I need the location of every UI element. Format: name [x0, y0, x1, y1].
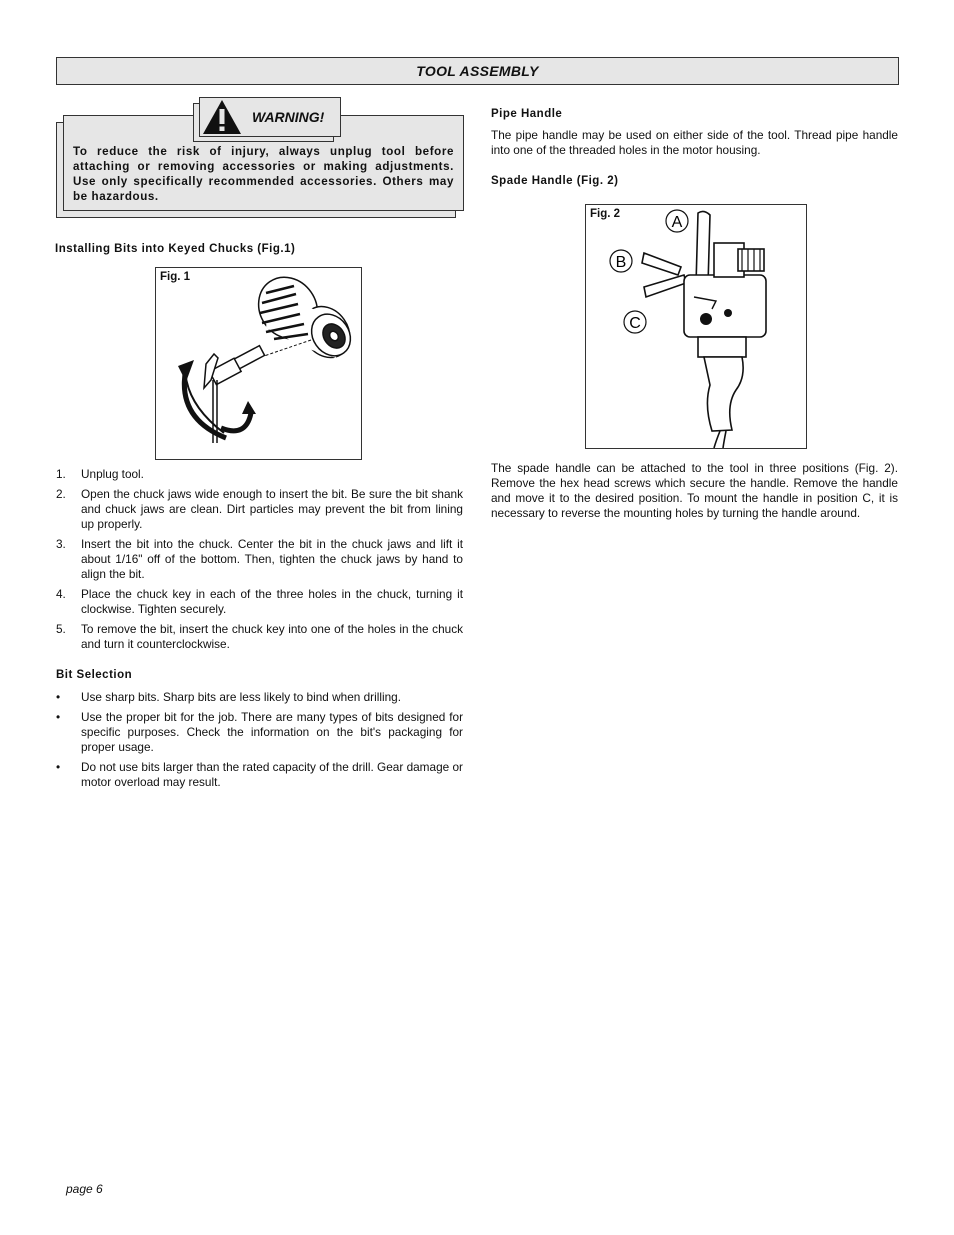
- step-text: Unplug tool.: [81, 467, 144, 481]
- list-item: [56, 537, 463, 582]
- spade-handle-illustration: [586, 205, 806, 448]
- page-number: page 6: [66, 1182, 103, 1196]
- step-number: 2.: [56, 487, 66, 501]
- warning-triangle-icon: [202, 99, 242, 135]
- list-item: [56, 622, 463, 652]
- callout-b: B: [615, 254, 627, 271]
- bullet-text: Do not use bits larger than the rated capacity of the drill. Gear damage or motor overload may result.: [81, 760, 463, 789]
- step-text: Insert the bit into the chuck. Center the bit in the chuck jaws and lift it about 1/16" off of the bottom. Then, tighten the chuck jaws by hand to align the bit.: [81, 537, 463, 581]
- fig2-label: Fig. 2: [590, 208, 621, 220]
- figure-2: [585, 204, 807, 449]
- list-item: [56, 467, 463, 482]
- bullet-mark: •: [56, 760, 61, 774]
- step-text: Place the chuck key in each of the three holes in the chuck, turning it clockwise. Tighten securely.: [81, 587, 463, 616]
- pipe-handle-text: The pipe handle may be used on either side of the tool. Thread pipe handle into one of the threaded holes in the motor housing.: [491, 128, 898, 157]
- spade-handle-text: The spade handle can be attached to the tool in three positions (Fig. 2). Remove the hex head screws which secure the handle. Remove the handle and move it to the desired position. To mount the handle in position C, it is necessary to reverse the mounting holes by turning the handle around.: [491, 461, 898, 520]
- installation-steps: [56, 467, 463, 657]
- list-item: [56, 587, 463, 617]
- figure-1: [155, 267, 362, 460]
- chuck-key-illustration: [156, 268, 361, 459]
- pipe-handle-heading: Pipe Handle: [491, 108, 563, 120]
- bullet-mark: •: [56, 690, 61, 704]
- installing-bits-heading: Installing Bits into Keyed Chucks (Fig.1): [55, 243, 296, 255]
- bullet-mark: •: [56, 710, 61, 724]
- warning-tab: [199, 97, 341, 137]
- step-text: To remove the bit, insert the chuck key into one of the holes in the chuck and turn it counterclockwise.: [81, 622, 463, 651]
- bit-selection-list: [56, 690, 463, 795]
- list-item: [56, 710, 463, 755]
- step-text: Open the chuck jaws wide enough to insert the bit. Be sure the bit shank and chuck jaws are clean. Dirt particles may prevent the bit from lining up properly.: [81, 487, 463, 531]
- bit-selection-heading: Bit Selection: [56, 669, 133, 681]
- step-number: 1.: [56, 467, 66, 481]
- callout-c: C: [629, 315, 641, 332]
- step-number: 4.: [56, 587, 66, 601]
- list-item: [56, 760, 463, 790]
- warning-text: To reduce the risk of injury, always unplug tool before attaching or removing accessories or making adjustments. Use only specifically recommended accessories. Others may be hazardous.: [73, 145, 454, 203]
- section-title: TOOL ASSEMBLY: [56, 57, 899, 85]
- callout-a: A: [671, 214, 683, 231]
- fig1-label: Fig. 1: [160, 271, 191, 283]
- bullet-text: Use sharp bits. Sharp bits are less likely to bind when drilling.: [81, 690, 401, 704]
- list-item: [56, 487, 463, 532]
- warning-title: WARNING!: [252, 109, 325, 125]
- step-number: 3.: [56, 537, 66, 551]
- step-number: 5.: [56, 622, 66, 636]
- bullet-text: Use the proper bit for the job. There are many types of bits designed for specific purposes. Check the information on the bit's packaging for proper usage.: [81, 710, 463, 754]
- spade-handle-heading: Spade Handle (Fig. 2): [491, 175, 619, 187]
- list-item: [56, 690, 463, 705]
